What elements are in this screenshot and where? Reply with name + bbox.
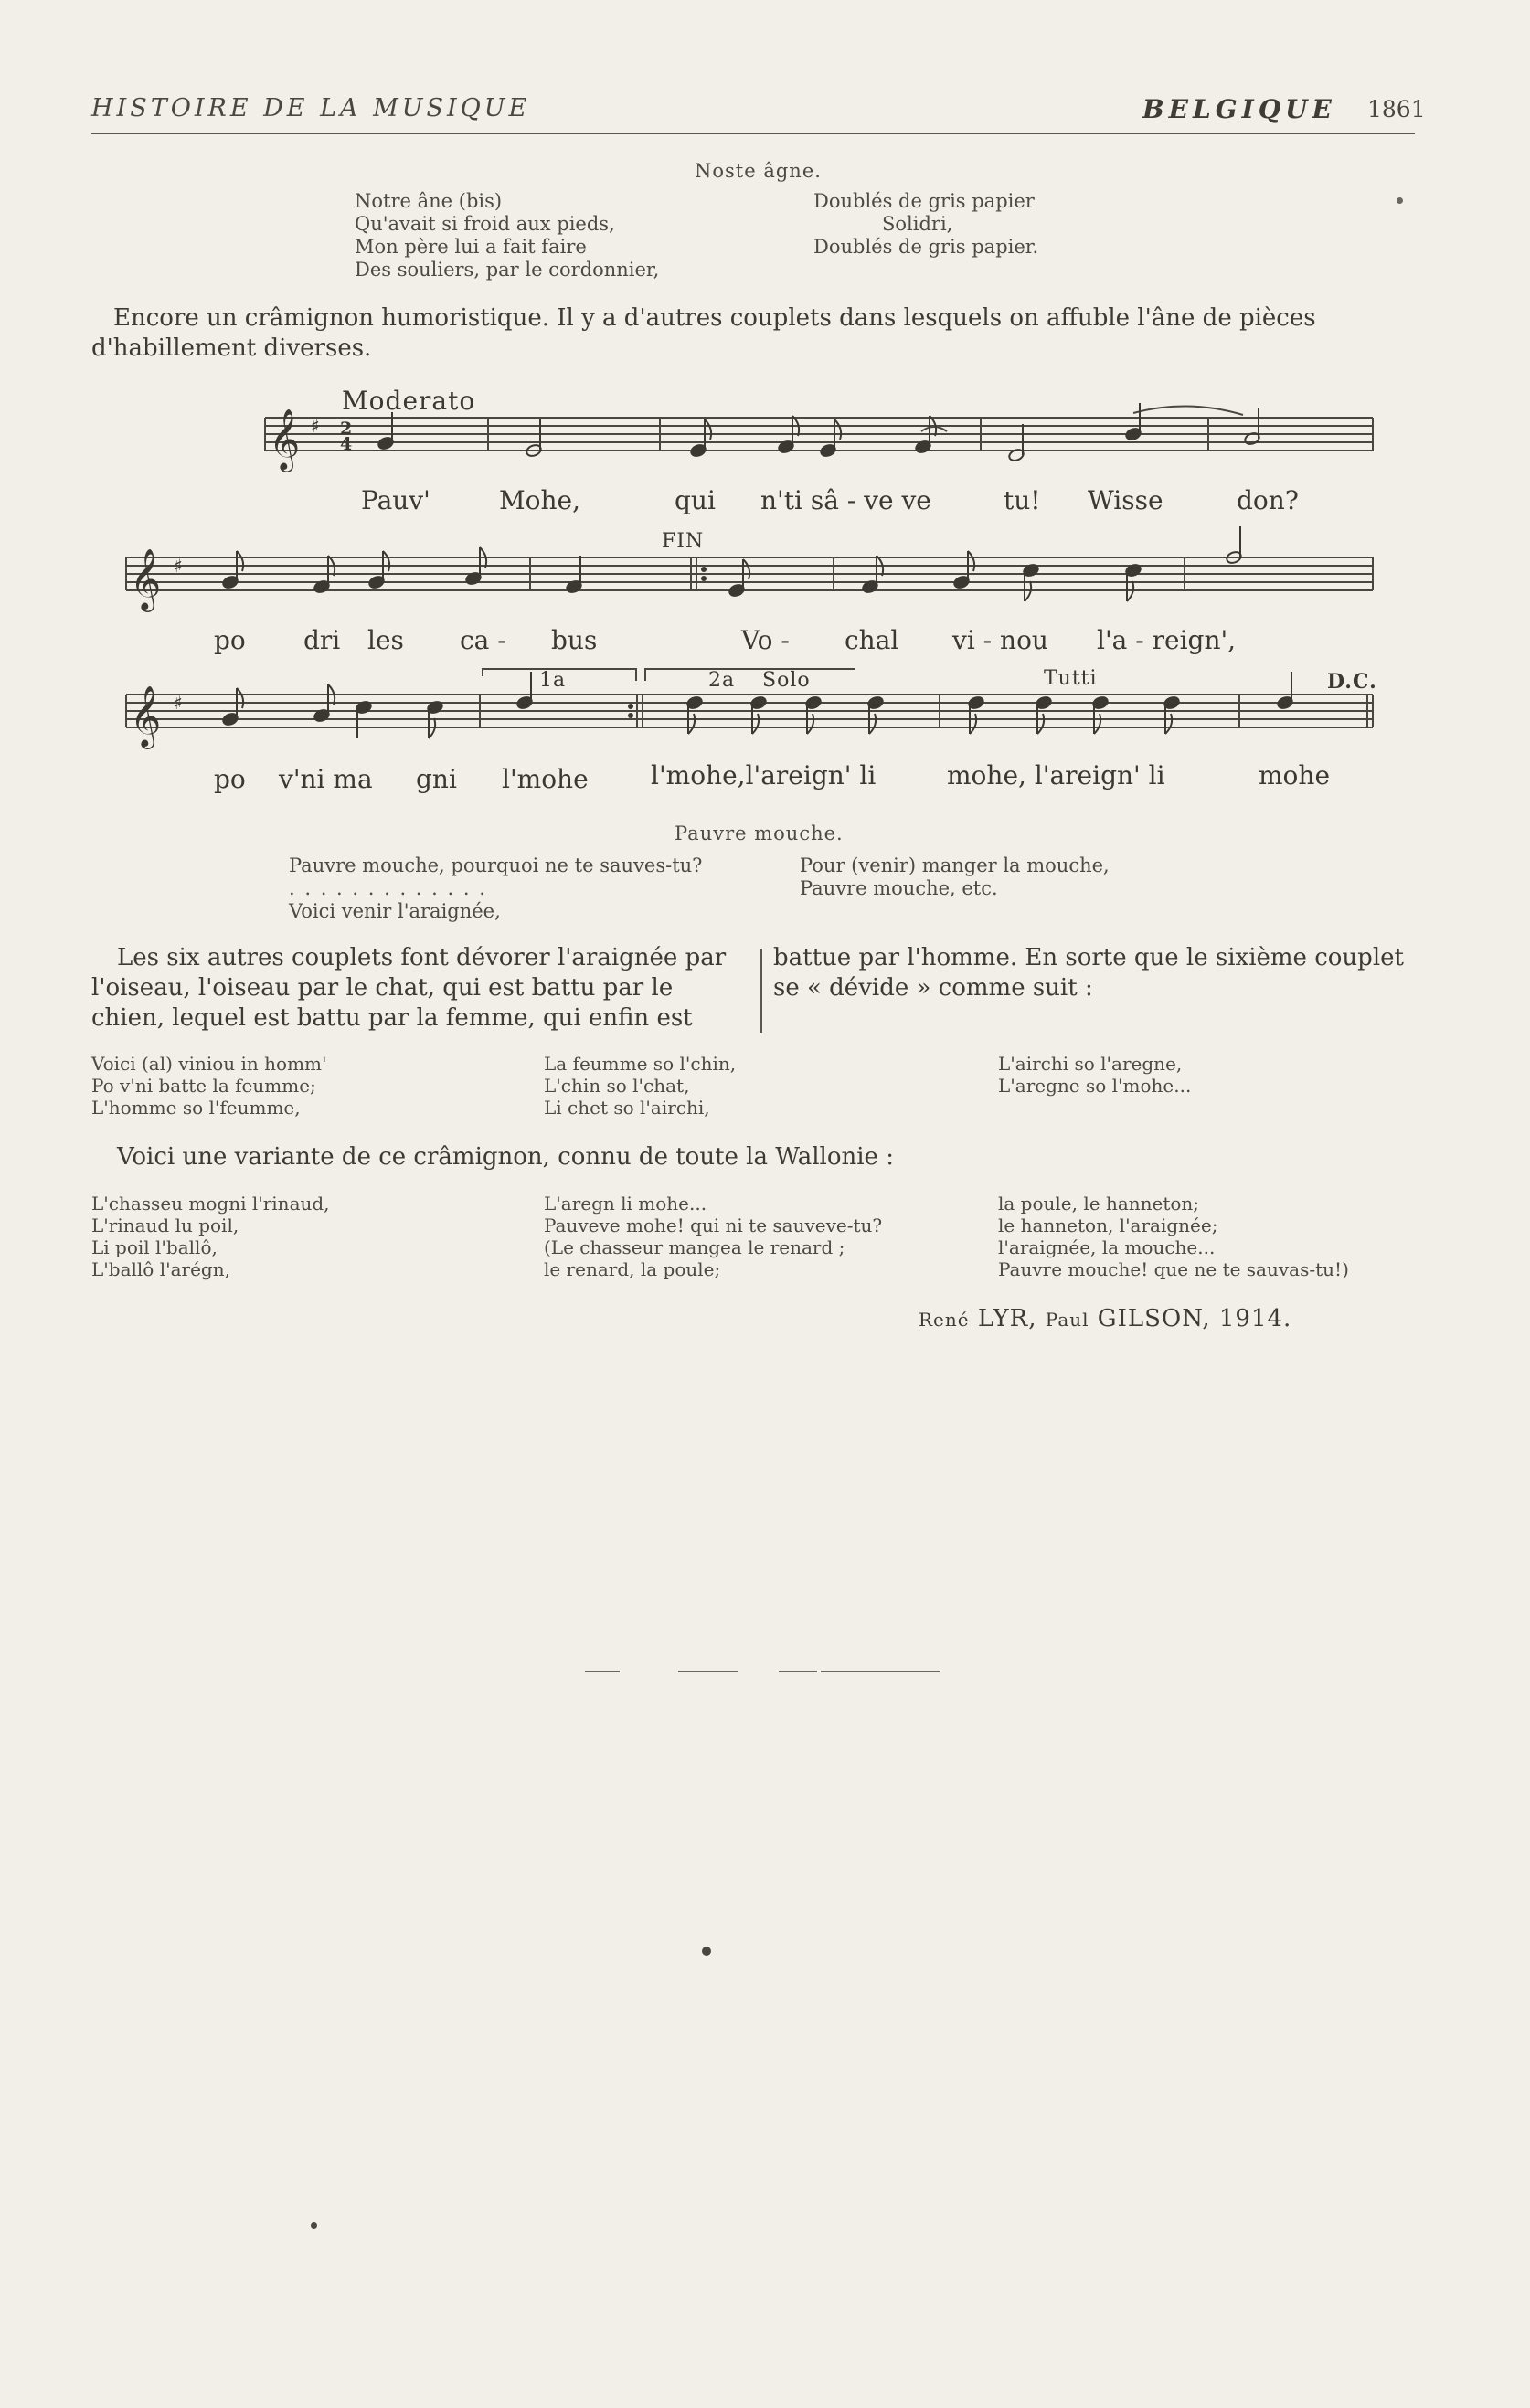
ink-speck	[702, 1947, 711, 1956]
end-rule-segment	[779, 1671, 817, 1672]
note-flag	[1037, 714, 1044, 734]
verse-line: L'aregne so l'mohe...	[998, 1075, 1192, 1097]
verse1-column-1	[91, 1053, 521, 1119]
song-title-noste-agne: Noste âgne.	[695, 160, 822, 182]
lyric: qui	[675, 485, 716, 515]
song-title-pauvre-mouche: Pauvre mouche.	[675, 822, 844, 844]
paragraph-left-column	[91, 943, 749, 1034]
column-divider	[760, 949, 762, 1033]
verse-line: Pauveve mohe! qui ni te sauveve-tu?	[544, 1215, 883, 1236]
song1-left-stanza	[355, 190, 793, 281]
fin-marking: FIN	[662, 530, 705, 553]
time-signature-bottom: 4	[340, 434, 353, 454]
end-rule-segment	[821, 1671, 940, 1672]
end-rule-segment	[678, 1671, 738, 1672]
author2-last: GILSON,	[1097, 1305, 1211, 1332]
verse-line: Notre âne (bis)	[355, 190, 503, 212]
da-capo-marking: D.C.	[1327, 670, 1377, 694]
paragraph-line: battue par l'homme. En sorte que le sixième couplet	[773, 944, 1404, 971]
verse2-column-1	[91, 1193, 521, 1280]
note-flag	[743, 559, 749, 579]
verse1-column-3	[998, 1053, 1428, 1097]
verse-line: L'homme so l'feumme,	[91, 1097, 301, 1119]
lyric: mohe, l'areign' li	[947, 760, 1165, 790]
author1-first: René	[919, 1309, 970, 1331]
verse-line: Pauvre mouche! que ne te sauvas-tu!)	[998, 1258, 1349, 1280]
note-flag	[1094, 714, 1100, 734]
lyric: les	[367, 625, 404, 655]
verse-line: Po v'ni batte la feumme;	[91, 1075, 316, 1097]
lyric: Mohe,	[499, 485, 581, 515]
treble-clef: 𝄞	[269, 408, 301, 470]
verse-line: l'araignée, la mouche...	[998, 1236, 1216, 1258]
lyric: bus	[551, 625, 598, 655]
repeat-dot	[628, 704, 633, 709]
variant-intro: Voici une variante de ce crâmignon, connu de toute la Wallonie :	[117, 1143, 894, 1171]
verse-line: L'chasseu mogni l'rinaud,	[91, 1193, 330, 1215]
page-number: 1861	[1367, 96, 1426, 122]
ellipsis-line: . . . . . . . . . . . . .	[289, 877, 487, 899]
verse-line: Li chet so l'airchi,	[544, 1097, 710, 1119]
lyric: don?	[1237, 485, 1299, 515]
lyric: gni	[416, 764, 457, 794]
verse-line: Mon père lui a fait faire	[355, 236, 587, 258]
author2-first: Paul	[1045, 1309, 1089, 1331]
running-header-section: BELGIQUE	[1142, 94, 1336, 124]
verse-line: Pour (venir) manger la mouche,	[800, 854, 1110, 876]
verse-line: Pauvre mouche, etc.	[800, 877, 998, 899]
lyric: Vo -	[741, 625, 790, 655]
note-flag	[834, 419, 841, 440]
volta-2-label: 2a	[708, 669, 736, 692]
lyric: v'ni ma	[279, 764, 373, 794]
verse-line: Voici venir l'araignée,	[289, 900, 501, 922]
note-flag	[705, 419, 711, 440]
verse-line: Li poil l'ballô,	[91, 1236, 218, 1258]
note-flag	[237, 551, 243, 571]
verse-line: la poule, le hanneton;	[998, 1193, 1200, 1215]
lyric: po	[214, 764, 246, 794]
lyric: n'ti sâ - ve ve	[760, 485, 931, 515]
repeat-dot	[701, 576, 707, 581]
verse1-column-2	[544, 1053, 973, 1119]
lyric: tu!	[1004, 485, 1041, 515]
svg-text:♯: ♯	[174, 555, 183, 577]
lyric: l'mohe	[502, 764, 589, 794]
repeat-dot	[628, 713, 633, 718]
song1-right-stanza	[813, 190, 1179, 259]
verse-line: Qu'avait si froid aux pieds,	[355, 213, 615, 235]
paragraph-line: chien, lequel est battu par la femme, qui enfin est	[91, 1004, 693, 1032]
lyric: dri	[303, 625, 341, 655]
verse-line: le hanneton, l'araignée;	[998, 1215, 1218, 1236]
music-score	[0, 366, 1530, 804]
tutti-marking: Tutti	[1044, 667, 1098, 690]
time-signature-top: 2	[340, 419, 353, 439]
key-signature: ♯	[311, 415, 320, 437]
svg-text:𝄞: 𝄞	[130, 684, 162, 747]
verse-line: le renard, la poule;	[544, 1258, 721, 1280]
note-flag	[688, 714, 695, 734]
verse-line: L'airchi so l'aregne,	[998, 1053, 1183, 1075]
lyric: po	[214, 625, 246, 655]
author1-last: LYR,	[977, 1305, 1037, 1332]
song2-right-stanza	[800, 854, 1257, 900]
lyric: Wisse	[1088, 485, 1163, 515]
note-flag	[237, 688, 243, 708]
paragraph-line: se « dévide » comme suit :	[773, 974, 1093, 1002]
note-flag	[383, 551, 389, 571]
svg-text:♯: ♯	[174, 692, 183, 714]
verse-line: Des souliers, par le cordonnier,	[355, 259, 660, 281]
lyric: ca -	[460, 625, 506, 655]
header-rule	[91, 133, 1415, 134]
song2-left-stanza	[289, 854, 801, 923]
paragraph-line: Les six autres couplets font dévorer l'araignée par	[117, 944, 727, 971]
ink-speck	[1397, 197, 1403, 204]
verse-line: (Le chasseur mangea le renard ;	[544, 1236, 845, 1258]
solo-marking: Solo	[762, 669, 811, 692]
verse2-column-3	[998, 1193, 1437, 1280]
tempo-marking: Moderato	[342, 386, 476, 416]
running-header-title: HISTOIRE DE LA MUSIQUE	[91, 94, 531, 122]
lyric: Pauv'	[361, 485, 430, 515]
tie	[1133, 406, 1243, 415]
intro-paragraph-line2: d'habillement diverses.	[91, 334, 372, 362]
volta-bracket-2	[645, 669, 855, 681]
lyric: vi - nou	[952, 625, 1048, 655]
end-rule-segment	[585, 1671, 620, 1672]
ink-speck	[311, 2222, 317, 2229]
verse-line: Doublés de gris papier.	[813, 236, 1039, 258]
verse-line: L'aregn li mohe...	[544, 1193, 707, 1215]
note-flag	[807, 714, 813, 734]
lyric: mohe	[1259, 760, 1331, 790]
volta-1-label: 1a	[539, 669, 567, 692]
verse-line: Pauvre mouche, pourquoi ne te sauves-tu?	[289, 854, 703, 876]
repeat-dot	[701, 567, 707, 572]
note-flag	[968, 551, 974, 571]
paragraph-line: l'oiseau, l'oiseau par le chat, qui est battu par le	[91, 974, 674, 1002]
staff-system-2	[126, 547, 1373, 612]
note-flag	[1165, 714, 1172, 734]
verse-line: L'ballô l'arégn,	[91, 1258, 230, 1280]
staff-system-3	[126, 669, 1373, 749]
signature	[919, 1305, 1291, 1332]
note-flag	[752, 714, 759, 734]
svg-text:𝄞: 𝄞	[130, 547, 162, 610]
verse-line: L'chin so l'chat,	[544, 1075, 690, 1097]
lyric: chal	[845, 625, 899, 655]
lyric: l'mohe,l'areign' li	[651, 760, 877, 790]
lyric: l'a - reign',	[1097, 625, 1237, 655]
verse-line: Solidri,	[882, 213, 953, 235]
verse2-column-2	[544, 1193, 983, 1280]
paragraph-right-column	[773, 943, 1431, 1003]
verse-line: Doublés de gris papier	[813, 190, 1035, 212]
signature-year: 1914.	[1218, 1305, 1292, 1332]
slur	[921, 427, 947, 431]
verse-line: La feumme so l'chin,	[544, 1053, 737, 1075]
note-flag	[970, 714, 976, 734]
intro-paragraph-line1: Encore un crâmignon humoristique. Il y a d'autres couplets dans lesquels on affuble l'âne de pièces	[113, 304, 1316, 332]
staff-system-1	[265, 406, 1373, 472]
verse-line: Voici (al) viniou in homm'	[91, 1053, 327, 1075]
verse-line: L'rinaud lu poil,	[91, 1215, 239, 1236]
note-flag	[869, 714, 876, 734]
